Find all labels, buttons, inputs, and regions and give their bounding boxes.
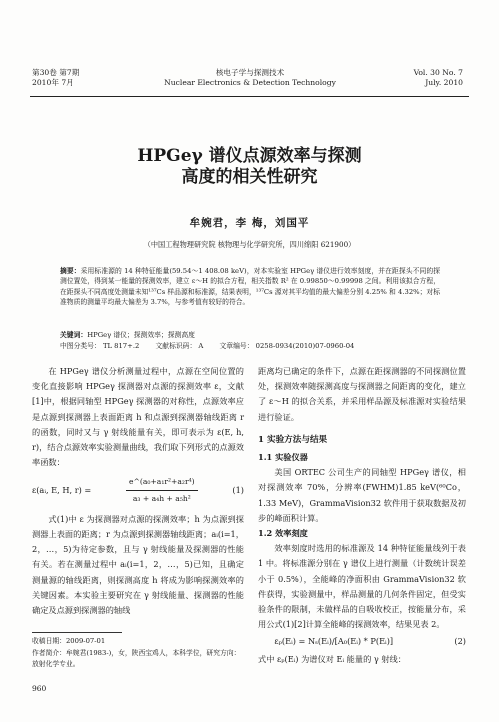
keywords-label: 关键词： — [60, 331, 88, 339]
equation-2-explanation: 式中 εₚ(Eᵢ) 为谱仪对 Eᵢ 能量的 γ 射线： — [258, 653, 406, 664]
continued-paragraph: 距离均已确定的条件下，点源在距探测器的不同探测位置处，探测效率随探测高度与探测器之间距离的变化，建立了 ε～H 的拟合关系，并采用样品源及标准源对实验结果进行验证。 — [258, 366, 466, 422]
running-header-left — [32, 68, 132, 88]
footnote — [32, 636, 244, 671]
body-column-right — [258, 364, 466, 667]
date-en: July. 2010 — [425, 78, 463, 87]
equation-1-denominator: a₃ + a₄h + a₅h² — [132, 493, 191, 503]
year-month: 2010年 7月 — [32, 78, 74, 87]
page-number: 960 — [32, 684, 47, 693]
classification-line — [60, 340, 440, 350]
body-column-left — [32, 364, 244, 618]
keywords-text: HPGeγ 谱仪；探测效率；探测高度 — [87, 331, 195, 339]
running-header-center — [140, 68, 360, 88]
running-header-right — [373, 68, 463, 88]
equation-1-explanation: 式(1)中 ε 为探测器对点源的探测效率；h 为点源到探测器上表面的距离；r 为点源到探测器轴线距离；aᵢ(i=1，2，…，5)为待定参数，且与 γ 射线能量及探测器的性能有关。若在测量过程中 aᵢ(i=1，2，…，5)已知，且确定测量源的轴线距离，则探测高度 h 将成为影响探测效率的关键因素。本实验主要研究在 γ 射线能量、探测器的性能确定及点源到探测器的轴线 — [32, 513, 244, 616]
affiliation: （中国工程物理研究院 核物理与化学研究所，四川绵阳 621900） — [143, 240, 356, 249]
equation-2 — [258, 634, 466, 649]
header-rule — [30, 96, 469, 97]
subsection-heading-1-1: 1.1 实验仪器 — [258, 452, 308, 463]
title-line-2: 高度的相关性研究 — [181, 167, 318, 187]
equation-1-number: (1) — [232, 484, 244, 495]
equation-2-number: (2) — [454, 636, 466, 647]
title-line-1: HPGeγ 谱仪点源效率与探测 — [137, 146, 362, 166]
equation-1-numerator: e^(a₀+a₁r²+a₂r⁴) — [126, 474, 198, 490]
abstract-text: 采用标准源的 14 种特征能量(59.54～1 408.08 keV)，对本实验室 HPGeγ 谱仪进行效率刻度，并在距探头不同的探测位置处，得到某一能量的探测效率，建立 ε～H 的拟合方程，相关指数 R² 在 0.99850～0.99998 之间。利用该拟合方程，在距探头不同高度处测量未知¹³⁷Cs 样品源和标准源，结果表明，¹³⁷Cs 源对其平均值的最大偏差分别 4.25% 和 4.32%；对标准物质的测量平均最大偏差为 3.7%，与参考值有较好的符合。 — [60, 267, 441, 307]
journal-title-en: Nuclear Electronics & Detection Technology — [164, 78, 336, 87]
equation-1-lhs: ε(aᵢ, E, H, r) = — [32, 484, 92, 495]
author-bio: 作者简介：牟婉君(1983-)，女，陕西宝鸡人，本科学位，研究方向：放射化学专业。 — [32, 648, 241, 668]
journal-title-cn: 核电子学与探测技术 — [215, 68, 285, 77]
subsection-heading-1-2: 1.2 效率刻度 — [258, 528, 308, 539]
footnote-rule — [32, 632, 122, 633]
clc-number: 中图分类号： TL 817+.2 — [60, 342, 140, 350]
volume-issue-en: Vol. 30 No. 7 — [413, 68, 463, 77]
article-number: 文章编号： 0258-0934(2010)07-0960-04 — [219, 342, 355, 350]
intro-paragraph: 在 HPGeγ 谱仪分析测量过程中，点源在空间位置的变化直接影响 HPGeγ 探测器对点源的探测效率 ε，文献[1]中，根据同轴型 HPGeγ 探测器的对称性，点源效率应是点源到探测器上表面距离 h 和点源到探测器轴线距离 r 的函数，同时又与 γ 射线能量有关，即可表示为 ε(E, h, r)，结合点源效率实验测量曲线，我们取下列形式的点源效率函数： — [32, 366, 244, 468]
keywords — [60, 329, 440, 339]
authors: 牟婉君，李 梅，刘国平 — [189, 217, 310, 229]
paper-title — [0, 146, 499, 188]
abstract-label: 摘要： — [60, 267, 81, 275]
document-code: 文献标识码： A — [155, 342, 204, 350]
received-date: 收稿日期：2009-07-01 — [32, 637, 106, 645]
instrument-paragraph: 美国 ORTEC 公司生产的同轴型 HPGeγ 谱仪，相对探测效率 70%，分辨率(FWHM)1.85 keV(⁶⁰Co，1.33 MeV)，GrammaVision32 软件用于获取数据及初步的峰面积计算。 — [258, 467, 466, 523]
abstract — [60, 266, 440, 308]
section-heading-1: 1 实验方法与结果 — [258, 434, 328, 445]
equation-1 — [32, 474, 244, 505]
equation-1-fraction — [126, 474, 198, 505]
volume-issue: 第30卷 第7期 — [32, 68, 80, 77]
equation-2-body: εₚ(Eᵢ) = Nₛ(Eᵢ)/[A₀(Eᵢ) * P(Eᵢ)] — [274, 636, 394, 647]
calibration-paragraph: 效率刻度时选用的标准源及 14 种特征能量线列于表 1 中。将标准源分别在 γ 谱仪上进行测量（计数统计误差小于 0.5%），全能峰的净面积由 GrammaVision32 软件获得，实验测量中，样品测量的几何条件固定，但受实验条件的限制，未做样品的自吸收校正，按能量分布，采用公式(1)[2]计算全能峰的探测效率，结果见表 2。 — [258, 543, 466, 630]
